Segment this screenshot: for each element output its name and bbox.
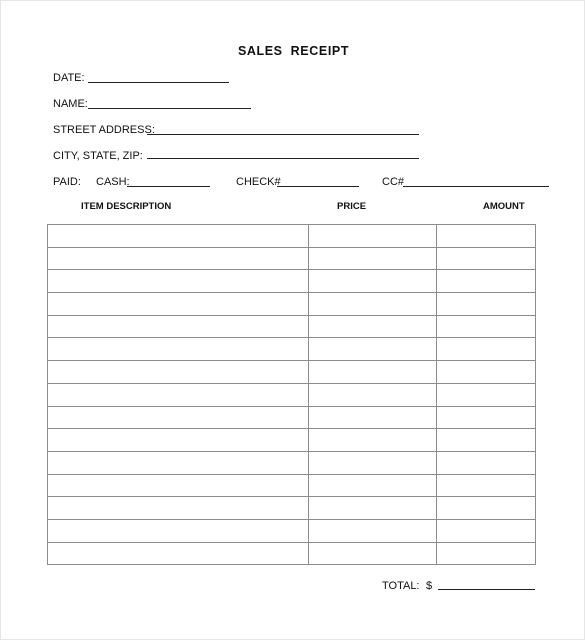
amount-cell[interactable] (437, 225, 536, 248)
name-field[interactable] (88, 108, 251, 109)
price-cell[interactable] (309, 542, 437, 565)
amount-cell[interactable] (437, 429, 536, 452)
amount-cell[interactable] (437, 451, 536, 474)
item-description-cell[interactable] (48, 361, 309, 384)
table-row (48, 383, 536, 406)
price-cell[interactable] (309, 315, 437, 338)
item-description-cell[interactable] (48, 270, 309, 293)
amount-cell[interactable] (437, 247, 536, 270)
table-row (48, 338, 536, 361)
check-field[interactable] (277, 186, 359, 187)
price-header: PRICE (337, 201, 367, 212)
price-cell[interactable] (309, 247, 437, 270)
amount-cell[interactable] (437, 361, 536, 384)
table-row (48, 293, 536, 316)
items-table (47, 224, 536, 565)
street-address-field[interactable] (147, 134, 419, 135)
amount-cell[interactable] (437, 542, 536, 565)
amount-cell[interactable] (437, 519, 536, 542)
date-label: DATE: (53, 72, 85, 84)
item-description-cell[interactable] (48, 383, 309, 406)
table-row (48, 542, 536, 565)
table-row (48, 429, 536, 452)
date-field[interactable] (88, 82, 229, 83)
street-address-label: STREET ADDRESS: (53, 124, 155, 136)
price-cell[interactable] (309, 519, 437, 542)
price-cell[interactable] (309, 474, 437, 497)
item-description-cell[interactable] (48, 315, 309, 338)
price-cell[interactable] (309, 338, 437, 361)
total-label: TOTAL: (382, 580, 420, 592)
item-description-cell[interactable] (48, 338, 309, 361)
cc-field[interactable] (403, 186, 549, 187)
city-state-zip-field[interactable] (147, 158, 419, 159)
item-description-cell[interactable] (48, 451, 309, 474)
amount-cell[interactable] (437, 338, 536, 361)
table-row (48, 315, 536, 338)
price-cell[interactable] (309, 383, 437, 406)
city-state-zip-label: CITY, STATE, ZIP: (53, 150, 143, 162)
items-table-body (48, 225, 536, 565)
amount-cell[interactable] (437, 497, 536, 520)
amount-header: AMOUNT (483, 201, 525, 212)
item-description-cell[interactable] (48, 519, 309, 542)
price-cell[interactable] (309, 361, 437, 384)
table-row (48, 474, 536, 497)
currency-symbol: $ (426, 580, 433, 592)
amount-cell[interactable] (437, 293, 536, 316)
receipt-title: SALES RECEIPT (237, 44, 350, 58)
amount-cell[interactable] (437, 315, 536, 338)
price-cell[interactable] (309, 293, 437, 316)
item-description-cell[interactable] (48, 429, 309, 452)
cash-label: CASH: (96, 176, 130, 188)
item-description-cell[interactable] (48, 474, 309, 497)
item-description-cell[interactable] (48, 247, 309, 270)
item-description-cell[interactable] (48, 406, 309, 429)
table-row (48, 361, 536, 384)
name-label: NAME: (53, 98, 88, 110)
item-description-cell[interactable] (48, 293, 309, 316)
amount-cell[interactable] (437, 474, 536, 497)
table-row (48, 270, 536, 293)
paid-label: PAID: (53, 176, 81, 188)
item-description-cell[interactable] (48, 225, 309, 248)
price-cell[interactable] (309, 270, 437, 293)
check-label: CHECK# (236, 176, 281, 188)
price-cell[interactable] (309, 429, 437, 452)
item-description-header: ITEM DESCRIPTION (81, 201, 172, 212)
amount-cell[interactable] (437, 406, 536, 429)
price-cell[interactable] (309, 451, 437, 474)
amount-cell[interactable] (437, 270, 536, 293)
price-cell[interactable] (309, 225, 437, 248)
table-row (48, 497, 536, 520)
total-field[interactable] (438, 589, 535, 590)
item-description-cell[interactable] (48, 542, 309, 565)
cc-label: CC# (382, 176, 405, 188)
table-row (48, 451, 536, 474)
amount-cell[interactable] (437, 383, 536, 406)
table-row (48, 247, 536, 270)
table-row (48, 225, 536, 248)
table-row (48, 406, 536, 429)
table-row (48, 519, 536, 542)
item-description-cell[interactable] (48, 497, 309, 520)
price-cell[interactable] (309, 497, 437, 520)
price-cell[interactable] (309, 406, 437, 429)
cash-field[interactable] (127, 186, 210, 187)
